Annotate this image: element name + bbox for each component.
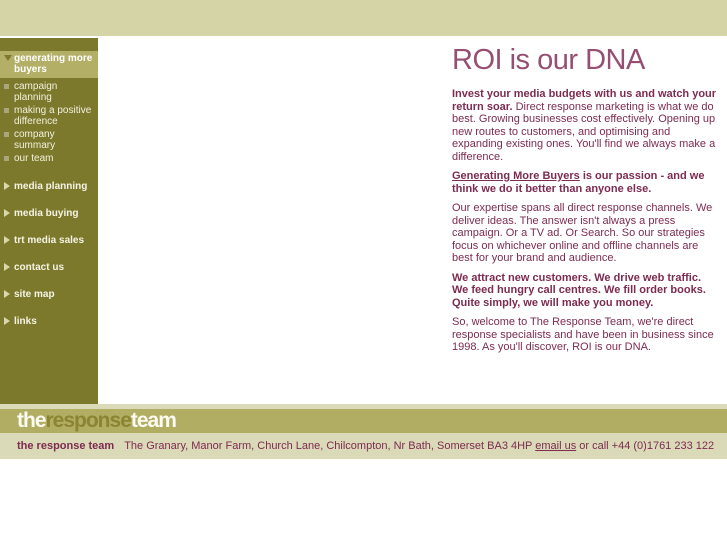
- sidebar-item-label: our team: [14, 153, 54, 164]
- right-triangle-icon: [4, 317, 10, 325]
- sidebar-item-generating-more-buyers[interactable]: [0, 51, 98, 78]
- sidebar-item-label: making a positive difference: [14, 105, 92, 127]
- sidebar-item-making-a-positive-difference[interactable]: [0, 106, 98, 127]
- sidebar-item-campaign-planning[interactable]: [0, 82, 98, 103]
- main-content: [452, 44, 718, 361]
- sidebar-item-company-summary[interactable]: [0, 130, 98, 151]
- sidebar-item-label: campaign planning: [14, 81, 58, 103]
- page-title: ROI is our DNA: [452, 44, 645, 76]
- footer-company-name: the response team: [17, 440, 115, 452]
- text-segment: Direct response marketing is what we do best. Growing businesses cost effectively. Opening up new routes to customers, and optimising and expanding existing ones. You'll find we always make a difference.: [452, 100, 716, 163]
- logo-part-team: team: [130, 409, 176, 432]
- sidebar-active-label: generating more buyers: [14, 53, 93, 75]
- footer-address: The Granary, Manor Farm, Church Lane, Chilcompton, Nr Bath, Somerset BA3 4HP: [124, 440, 533, 452]
- logo-part-response: response: [45, 409, 131, 432]
- sidebar-item-media-planning[interactable]: [0, 181, 98, 192]
- sidebar-item-label: contact us: [14, 261, 65, 273]
- sidebar-item-links[interactable]: [0, 316, 98, 327]
- logo-bar: [0, 409, 727, 433]
- right-triangle-icon: [4, 290, 10, 298]
- body-paragraph: [452, 170, 718, 195]
- footer-phone: or call +44 (0)1761 233 122: [576, 440, 715, 452]
- logo-part-the: the: [17, 409, 46, 432]
- body-paragraph: [452, 272, 718, 310]
- text-segment: Invest your media budgets with us and watch your return soar.: [452, 88, 717, 113]
- sidebar-item-label: company summary: [14, 129, 56, 151]
- square-bullet-icon: [4, 108, 9, 113]
- body-paragraph: [452, 202, 718, 265]
- right-triangle-icon: [4, 236, 10, 244]
- body-paragraph: [452, 316, 718, 354]
- top-band: [0, 0, 727, 36]
- sidebar-item-label: trt media sales: [14, 234, 85, 246]
- sidebar-item-contact-us[interactable]: [0, 262, 98, 273]
- right-triangle-icon: [4, 263, 10, 271]
- down-triangle-icon: [4, 55, 12, 61]
- sidebar-item-label: media buying: [14, 207, 79, 219]
- square-bullet-icon: [4, 156, 9, 161]
- email-us-link[interactable]: email us: [535, 440, 577, 452]
- text-segment: is our passion - and we think we do it better than anyone else.: [452, 170, 705, 195]
- square-bullet-icon: [4, 132, 9, 137]
- body-paragraph: [452, 88, 718, 163]
- sidebar-item-trt-media-sales[interactable]: [0, 235, 98, 246]
- square-bullet-icon: [4, 84, 9, 89]
- text-segment: We attract new customers. We drive web traffic. We feed hungry call centres. We fill order books. Quite simply, we will make you money.: [452, 271, 706, 309]
- text-segment: So, welcome to The Response Team, we're direct response specialists and have been in business since 1998. As you'll discover, ROI is our DNA.: [452, 316, 714, 353]
- theresponseteam-logo[interactable]: [17, 410, 176, 432]
- body-paragraphs: [452, 88, 718, 354]
- sidebar-nav: [0, 38, 98, 404]
- sidebar-item-label: media planning: [14, 180, 88, 192]
- footer: [0, 433, 727, 459]
- sidebar-item-label: links: [14, 315, 37, 327]
- right-triangle-icon: [4, 209, 10, 217]
- text-segment: Our expertise spans all direct response channels. We deliver ideas. The answer isn't always a press campaign. Or a TV ad. Or Search. So our strategies focus on whichever online and offline channels are best for your brand and audience.: [452, 202, 713, 264]
- sidebar-item-media-buying[interactable]: [0, 208, 98, 219]
- sidebar-square-list: [0, 82, 98, 165]
- sidebar-item-label: site map: [14, 288, 55, 300]
- right-triangle-icon: [4, 182, 10, 190]
- sidebar-item-site-map[interactable]: [0, 289, 98, 300]
- sidebar-arrow-list: [0, 181, 98, 327]
- sidebar-item-our-team[interactable]: [0, 154, 98, 165]
- generating-more-buyers-link[interactable]: Generating More Buyers: [452, 170, 580, 182]
